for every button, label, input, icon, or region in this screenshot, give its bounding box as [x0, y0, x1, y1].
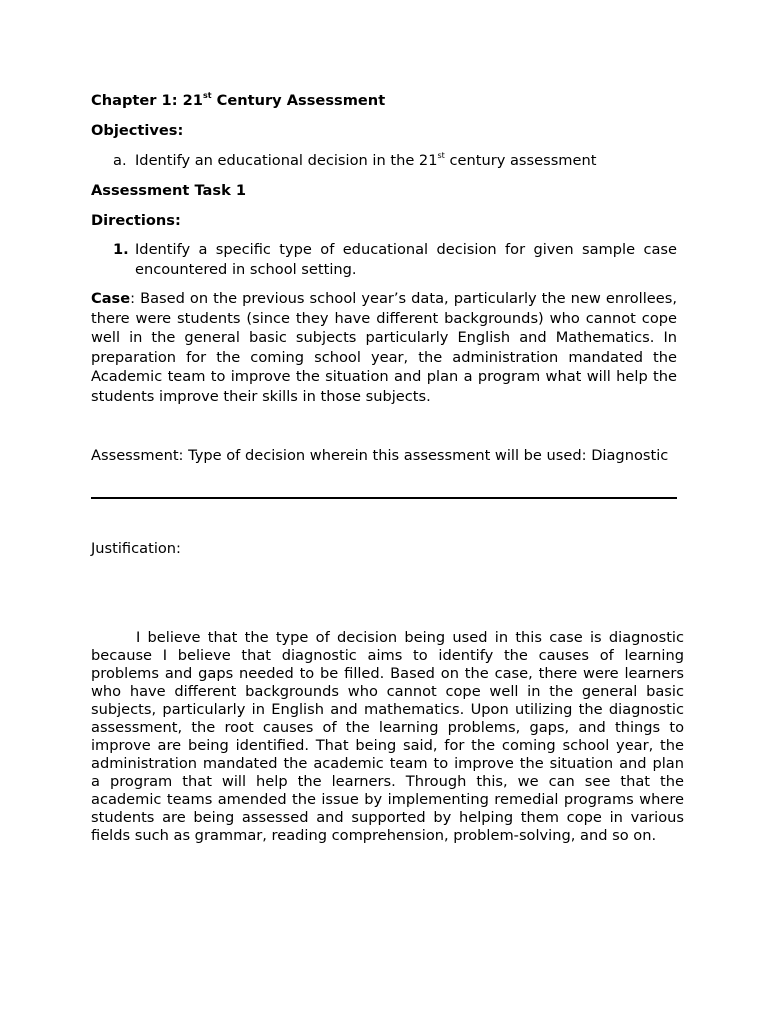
assessment-answer: Assessment: Type of decision wherein this assessment will be used: Diagnostic [91, 447, 669, 464]
chapter-title-superscript: st [202, 91, 212, 101]
case-paragraph [91, 289, 677, 406]
objective-text [135, 150, 596, 172]
direction-marker: 1. [113, 241, 129, 258]
objectives-heading: Objectives: [91, 122, 184, 139]
chapter-title [91, 90, 677, 112]
directions-heading: Directions: [91, 212, 181, 229]
chapter-title-suffix: Century Assessment [211, 92, 386, 109]
objective-item [113, 150, 677, 172]
direction-text: Identify a specific type of educational decision for given sample case encountered in school setting. [135, 241, 677, 278]
justification-label: Justification: [91, 539, 181, 557]
objective-superscript: st [437, 151, 445, 161]
case-text: : Based on the previous school year’s data, particularly the new enrollees, there were students (since they have different backgrounds) who cannot cope well in the general basic subjects particularly English and Mathematics. In preparation for the coming school year, the administration mandated the Academic team to improve the situation and plan a program what will help the students improve their skills in those subjects. [91, 290, 677, 405]
assessment-task-heading: Assessment Task 1 [91, 182, 247, 199]
objective-text-after: century assessment [444, 152, 597, 169]
divider-line [91, 497, 677, 499]
case-label: Case [91, 290, 131, 307]
direction-item [113, 240, 677, 279]
justification-paragraph: I believe that the type of decision being used in this case is diagnostic because I believe that diagnostic aims to identify the causes of learning problems and gaps needed to be filled. Based on the case, there were learners who have different backgrounds who cannot cope well in the general basic subjects, particularly in English and mathematics. Upon utilizing the diagnostic assessment, the root causes of the learning problems, gaps, and things to improve are being identified. That being said, for the coming school year, the administration mandated the academic team to improve the situation and plan a program that will help the learners. Through this, we can see that the academic teams amended the issue by implementing remedial programs where students are being assessed and supported by helping them cope in various fields such as grammar, reading comprehension, problem-solving, and so on. [91, 629, 684, 844]
document-page [91, 90, 677, 559]
objective-text-before: Identify an educational decision in the 21 [135, 152, 438, 169]
objective-marker: a. [113, 152, 127, 169]
chapter-title-prefix: Chapter 1: 21 [91, 92, 203, 109]
